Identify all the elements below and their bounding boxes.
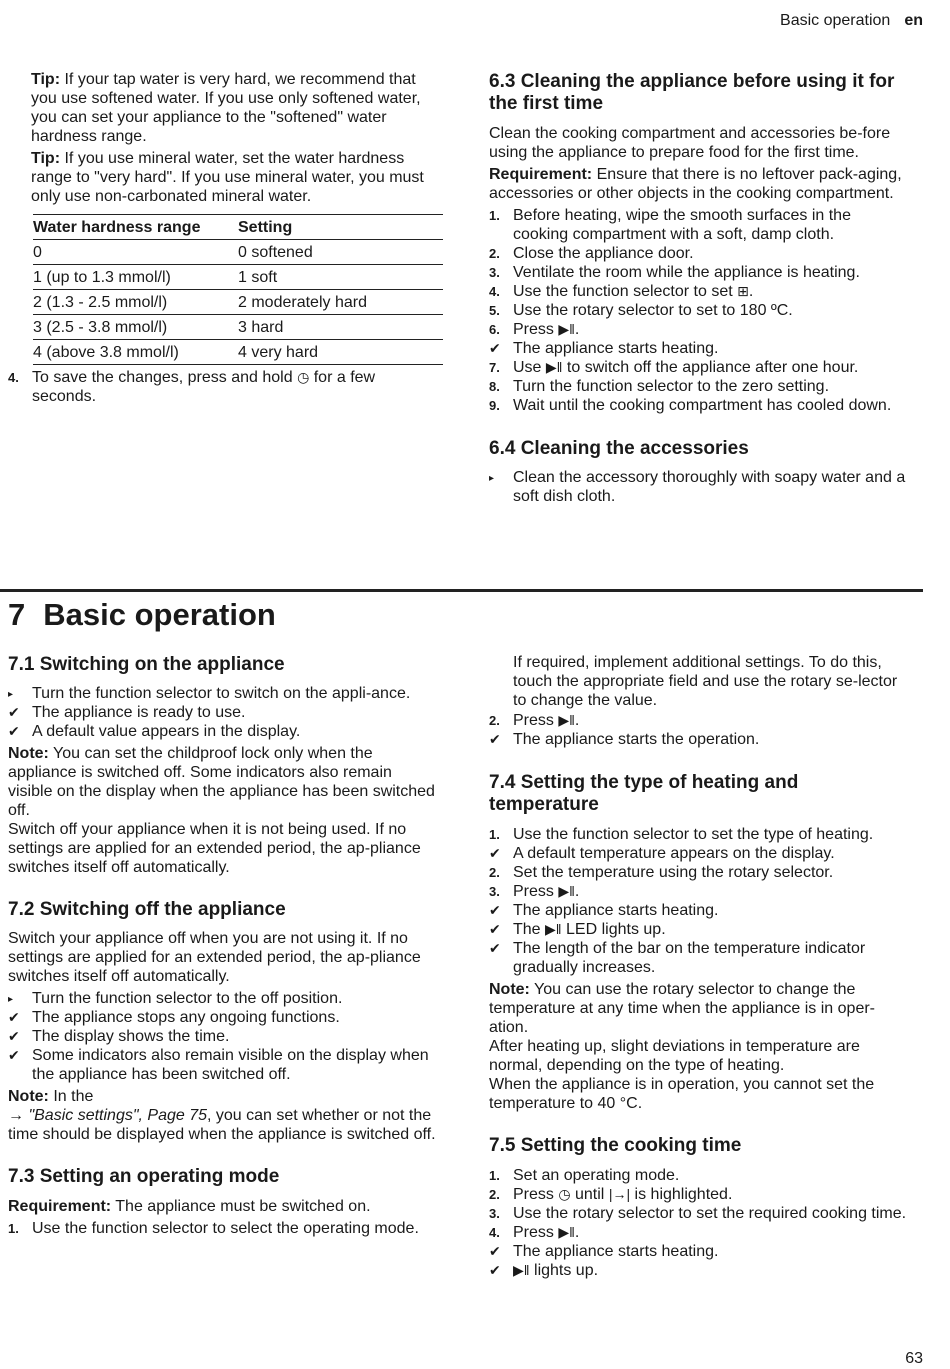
- basic-settings-link[interactable]: → "Basic settings", Page 75: [8, 1107, 208, 1124]
- step-text: .: [574, 712, 580, 729]
- section-title-6-4: 6.4 Cleaning the accessories: [489, 438, 749, 459]
- paragraph: After heating up, slight deviations in temperature are normal, depending on the type of heating.: [489, 1038, 860, 1074]
- step-number: 9.: [489, 398, 500, 413]
- list-item: [8, 684, 438, 703]
- paragraph: Switch off your appliance when it is not being used. If no settings are applied for an extended period, the ap-pliance switches itself off automatically.: [8, 821, 421, 876]
- check-icon: ✔: [8, 1009, 20, 1025]
- step-text: Turn the function selector to the off position.: [32, 990, 343, 1007]
- step-text: lights up.: [529, 1262, 599, 1279]
- check-icon: ✔: [489, 921, 501, 937]
- arrow-bullet-icon: ▸: [8, 689, 14, 700]
- step-text: Use the function selector to set the type of heating.: [513, 826, 874, 843]
- step-text: Press: [513, 883, 559, 900]
- step-text: .: [574, 883, 580, 900]
- list-item: [489, 263, 909, 282]
- list-item: [489, 320, 909, 339]
- requirement: Requirement: The appliance must be switched on.: [8, 1198, 371, 1215]
- list-item: [489, 1261, 909, 1280]
- table-header-row: [33, 215, 443, 240]
- step-list: [8, 989, 438, 1084]
- start-pause-icon: ▶‖: [545, 359, 563, 375]
- table-cell: 0: [33, 240, 238, 265]
- step-number: 7.: [489, 360, 500, 375]
- list-item: [489, 377, 909, 396]
- check-icon: ✔: [489, 845, 501, 861]
- section-title-7-5: 7.5 Setting the cooking time: [489, 1135, 742, 1156]
- step-list: [489, 468, 909, 506]
- step-number: 8.: [489, 379, 500, 394]
- step-text: The: [513, 921, 546, 938]
- step-text: Before heating, wipe the smooth surfaces in the cooking compartment with a soft, damp cloth.: [513, 207, 851, 243]
- step-text: Use the rotary selector to set to 180 ºC.: [513, 302, 793, 319]
- list-item: [489, 1204, 909, 1223]
- step-text: .: [574, 321, 580, 338]
- list-item: [8, 989, 438, 1008]
- step-list: [489, 711, 909, 749]
- step-text: Use the function selector to select the operating mode.: [32, 1220, 419, 1237]
- step-text: Set the temperature using the rotary selector.: [513, 864, 834, 881]
- section-title-7-1: 7.1 Switching on the appliance: [8, 654, 285, 675]
- step-number: 2.: [489, 246, 500, 261]
- paragraph: Clean the cooking compartment and accessories be-fore using the appliance to prepare food for the first time.: [489, 125, 891, 161]
- check-icon: ✔: [489, 902, 501, 918]
- step-text: Press: [513, 712, 559, 729]
- list-item: [489, 206, 909, 244]
- step-text: Press: [513, 1224, 559, 1241]
- list-item: [489, 939, 909, 977]
- list-item: [489, 882, 909, 901]
- step-text: .: [574, 1224, 580, 1241]
- step-list: [489, 825, 909, 977]
- step-text: A default value appears in the display.: [32, 723, 301, 740]
- step-text: Use the rotary selector to set the required cooking time.: [513, 1205, 907, 1222]
- start-pause-icon: ▶‖: [558, 712, 575, 728]
- list-item: [489, 901, 909, 920]
- start-pause-icon: ▶‖: [558, 883, 575, 899]
- start-pause-icon: ▶‖: [558, 321, 575, 337]
- arrow-bullet-icon: ▸: [8, 994, 14, 1005]
- step-text: Wait until the cooking compartment has cooled down.: [513, 397, 892, 414]
- step-text: The appliance starts heating.: [513, 1243, 719, 1260]
- table-cell: 3 (2.5 - 3.8 mmol/l): [33, 315, 238, 340]
- right-bottom-column: [489, 653, 909, 1280]
- step-text: The appliance is ready to use.: [32, 704, 246, 721]
- step-text: Use the function selector to set: [513, 283, 738, 300]
- check-icon: ✔: [489, 1262, 501, 1278]
- table-cell: 0 softened: [238, 240, 443, 265]
- note: Note: In the → "Basic settings", Page 75, you can set whether or not the time should be displayed when the appliance is switched off.: [8, 1088, 436, 1143]
- list-item: [8, 1046, 438, 1084]
- list-item: [8, 1008, 438, 1027]
- step-text: .: [748, 283, 754, 300]
- list-item: [489, 396, 909, 415]
- list-item: [489, 339, 909, 358]
- step-text: LED lights up.: [561, 921, 666, 938]
- list-item: [489, 863, 909, 882]
- step-text: Turn the function selector to switch on the appli-ance.: [32, 685, 411, 702]
- list-item: [489, 844, 909, 863]
- table-cell: 4 (above 3.8 mmol/l): [33, 340, 238, 365]
- list-item: [489, 301, 909, 320]
- list-item: [8, 703, 438, 722]
- step-text: A default temperature appears on the display.: [513, 845, 835, 862]
- paragraph: When the appliance is in operation, you cannot set the temperature to 40 °C.: [489, 1076, 875, 1112]
- step-text: The appliance starts heating.: [513, 340, 719, 357]
- table-cell: 2 (1.3 - 2.5 mmol/l): [33, 290, 238, 315]
- check-icon: ✔: [489, 1243, 501, 1259]
- list-item: [489, 468, 909, 506]
- list-item: [489, 825, 909, 844]
- step-number: 4.: [489, 1225, 500, 1240]
- step-text: The appliance starts the operation.: [513, 731, 760, 748]
- list-item: [489, 1166, 909, 1185]
- step-text: Set an operating mode.: [513, 1167, 680, 1184]
- header-language: en: [904, 12, 923, 29]
- note: Note: You can set the childproof lock only when the appliance is switched off. Some indicators also remain visible on the display when the appliance has been switched off.: [8, 745, 435, 819]
- step-number: 1.: [489, 827, 500, 842]
- left-bottom-column: [8, 654, 438, 1238]
- table-row: [33, 265, 443, 290]
- header-section: Basic operation: [780, 12, 891, 29]
- page-number: 63: [905, 1350, 923, 1367]
- section-title-7-2: 7.2 Switching off the appliance: [8, 899, 286, 920]
- table-cell: 4 very hard: [238, 340, 443, 365]
- step-text: Some indicators also remain visible on the display when the appliance has been switched off.: [32, 1047, 429, 1083]
- step-text: Ventilate the room while the appliance is heating.: [513, 264, 860, 281]
- table-row: [33, 290, 443, 315]
- step-text: The appliance stops any ongoing functions.: [32, 1009, 340, 1026]
- step-text: Press: [513, 321, 559, 338]
- table-row: [33, 240, 443, 265]
- list-item: [489, 730, 909, 749]
- table-cell: 1 (up to 1.3 mmol/l): [33, 265, 238, 290]
- step-text: Clean the accessory thoroughly with soapy water and a soft dish cloth.: [513, 469, 906, 505]
- list-item: [489, 1242, 909, 1261]
- step-text: to switch off the appliance after one hour.: [562, 359, 859, 376]
- list-item: [8, 722, 438, 741]
- list-item: [489, 244, 909, 263]
- table-header: Setting: [238, 215, 443, 240]
- list-item: [8, 1027, 438, 1046]
- chapter-rule: [0, 589, 923, 592]
- check-icon: ✔: [8, 723, 20, 739]
- tip-hard-water: Tip: If your tap water is very hard, we recommend that you use softened water. If you use only softened water, you can set your appliance to the "softened" water hardness range.: [31, 71, 421, 145]
- start-pause-icon: ▶‖: [545, 921, 562, 937]
- step-number: 3.: [489, 265, 500, 280]
- step-number: 6.: [489, 322, 500, 337]
- step-text: The display shows the time.: [32, 1028, 230, 1045]
- function-symbol-icon: ⊞: [737, 283, 749, 299]
- step-text: until: [570, 1186, 609, 1203]
- step-number: 1.: [8, 1221, 19, 1236]
- table-cell: 3 hard: [238, 315, 443, 340]
- step-list: [489, 1166, 909, 1280]
- list-item: [489, 1185, 909, 1204]
- requirement: Requirement: Ensure that there is no leftover pack-aging, accessories or other objects in the cooking compartment.: [489, 166, 902, 202]
- section-title-6-3: 6.3 Cleaning the appliance before using it for the first time: [489, 71, 895, 114]
- step-number: 2.: [489, 865, 500, 880]
- section-title-7-3: 7.3 Setting an operating mode: [8, 1166, 280, 1187]
- left-top-column: [31, 70, 443, 206]
- clock-icon: ◷: [558, 1186, 571, 1202]
- list-item: [489, 358, 909, 377]
- cooking-time-icon: |→|: [608, 1186, 631, 1202]
- check-icon: ✔: [489, 340, 501, 356]
- running-header: [780, 11, 923, 30]
- step-text: Close the appliance door.: [513, 245, 694, 262]
- check-icon: ✔: [8, 1047, 20, 1063]
- paragraph: Switch your appliance off when you are not using it. If no settings are applied for an extended period, the ap-pliance switches itself off automatically.: [8, 930, 421, 985]
- check-icon: ✔: [489, 940, 501, 956]
- table-header: Water hardness range: [33, 215, 238, 240]
- table-cell: 2 moderately hard: [238, 290, 443, 315]
- step-list: [489, 206, 909, 415]
- list-item: 4. To save the changes, press and hold ◷ for a few seconds.: [8, 369, 376, 405]
- water-hardness-table-wrap: [8, 214, 443, 365]
- right-top-column: [489, 71, 909, 506]
- table-cell: 1 soft: [238, 265, 443, 290]
- list-item: [489, 920, 909, 939]
- step-text: Use: [513, 359, 546, 376]
- step-number: 1.: [489, 208, 500, 223]
- note: Note: You can use the rotary selector to change the temperature at any time when the appliance is in oper-ation.: [489, 981, 875, 1036]
- check-icon: ✔: [8, 704, 20, 720]
- step-list: [8, 1219, 438, 1238]
- section-title-7-4: 7.4 Setting the type of heating and temperature: [489, 772, 799, 815]
- step-text: Press: [513, 1186, 559, 1203]
- table-row: [33, 315, 443, 340]
- chapter-title: 7 Basic operation: [8, 597, 276, 632]
- step-number: 3.: [489, 1206, 500, 1221]
- table-row: [33, 340, 443, 365]
- step-number: 2.: [489, 1187, 500, 1202]
- list-item: [489, 711, 909, 730]
- step-text: The length of the bar on the temperature indicator gradually increases.: [513, 940, 866, 976]
- step-number: 3.: [489, 884, 500, 899]
- step-number: 1.: [489, 1168, 500, 1183]
- step-number: 5.: [489, 303, 500, 318]
- tip-mineral-water: Tip: If you use mineral water, set the water hardness range to "very hard". If you use mineral water, you must only use non-carbonated mineral water.: [31, 150, 424, 205]
- paragraph: If required, implement additional settings. To do this, touch the appropriate field and use the rotary se-lector to change the value.: [513, 654, 898, 709]
- list-item: [489, 282, 909, 301]
- check-icon: ✔: [489, 731, 501, 747]
- start-pause-icon: ▶‖: [558, 1224, 575, 1240]
- step-text: Turn the function selector to the zero setting.: [513, 378, 830, 395]
- save-step: [8, 368, 438, 406]
- step-number: 4.: [489, 284, 500, 299]
- step-list: [8, 684, 438, 741]
- arrow-bullet-icon: ▸: [489, 473, 495, 484]
- list-item: [489, 1223, 909, 1242]
- list-item: [8, 1219, 438, 1238]
- water-hardness-table: [33, 214, 443, 365]
- step-text: The appliance starts heating.: [513, 902, 719, 919]
- check-icon: ✔: [8, 1028, 20, 1044]
- step-text: is highlighted.: [630, 1186, 733, 1203]
- step-number: 2.: [489, 713, 500, 728]
- start-pause-icon: ▶‖: [513, 1262, 530, 1278]
- clock-icon: ◷: [297, 369, 310, 385]
